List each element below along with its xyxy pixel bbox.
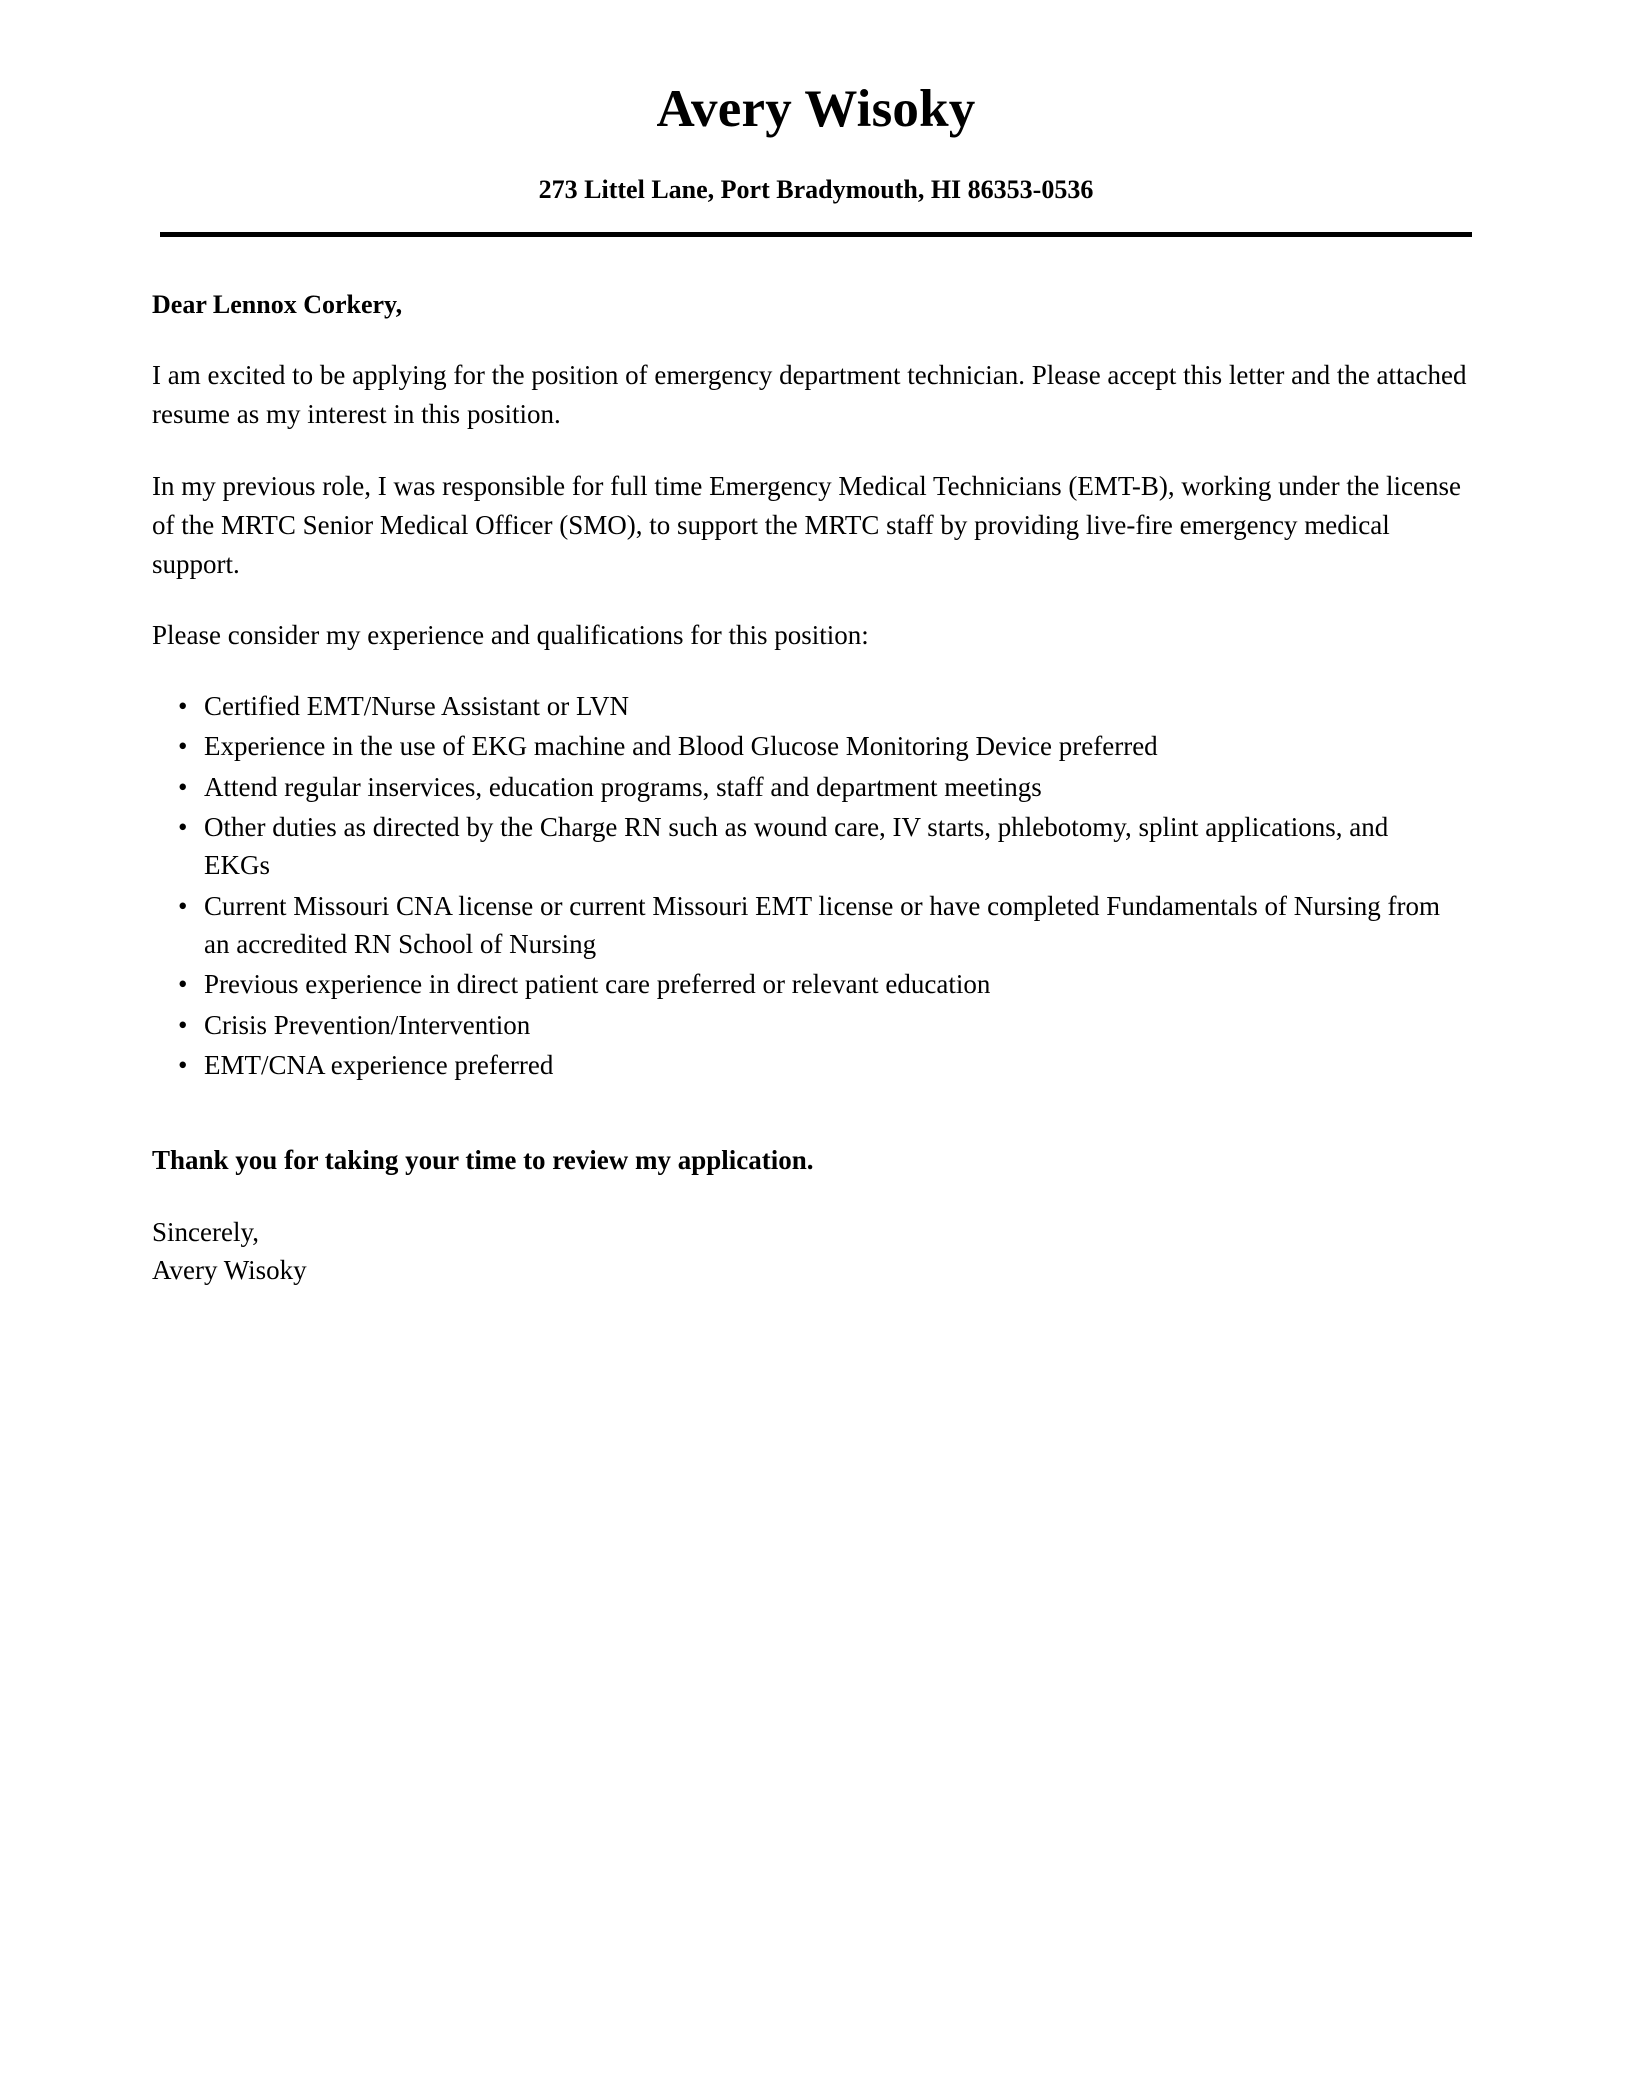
list-item (152, 965, 1470, 1003)
list-item (152, 727, 1470, 765)
sign-off: Sincerely, (152, 1216, 259, 1247)
list-item (152, 768, 1470, 806)
bullet-icon: • (178, 1009, 188, 1040)
list-item-text: Experience in the use of EKG machine and Blood Glucose Monitoring Device preferred (204, 731, 1158, 762)
list-item-text: Attend regular inservices, education programs, staff and department meetings (204, 771, 1042, 802)
list-item (152, 687, 1470, 725)
bullet-icon: • (178, 969, 188, 1000)
list-item-text: Current Missouri CNA license or current Missouri EMT license or have completed Fundamentals of Nursing from an accredited RN School of Nursing (204, 890, 1441, 959)
applicant-name-heading: Avery Wisoky (656, 79, 976, 138)
applicant-address: 273 Littel Lane, Port Bradymouth, HI 86353-0536 (538, 175, 1094, 205)
letter-body (152, 237, 1470, 1290)
letter-header (0, 0, 1632, 237)
paragraph-qualifications-lead-in: Please consider my experience and qualifications for this position: (152, 620, 869, 651)
list-item (152, 808, 1470, 885)
paragraph-experience: In my previous role, I was responsible for full time Emergency Medical Technicians (EMT-B), working under the license of the MRTC Senior Medical Officer (SMO), to support the MRTC staff by providing live-fire emergency medical support. (152, 471, 1462, 580)
list-item-text: Certified EMT/Nurse Assistant or LVN (204, 690, 629, 721)
bullet-icon: • (178, 890, 188, 921)
qualifications-list (152, 687, 1470, 1084)
list-item (152, 887, 1470, 964)
bullet-icon: • (178, 731, 188, 762)
bullet-icon: • (178, 771, 188, 802)
salutation: Dear Lennox Corkery, (152, 289, 403, 319)
list-item-text: Previous experience in direct patient care preferred or relevant education (204, 969, 991, 1000)
list-item (152, 1046, 1470, 1084)
list-item-text: Other duties as directed by the Charge RN such as wound care, IV starts, phlebotomy, splint applications, and EKGs (204, 811, 1389, 881)
bullet-icon: • (178, 1049, 188, 1080)
closing-thanks-line: Thank you for taking your time to review my application. (152, 1145, 814, 1176)
signature-name: Avery Wisoky (152, 1254, 307, 1285)
list-item (152, 1006, 1470, 1044)
bullet-icon: • (178, 811, 188, 842)
list-item-text: EMT/CNA experience preferred (204, 1049, 554, 1080)
paragraph-intro: I am excited to be applying for the position of emergency department technician. Please accept this letter and the attached resume as my interest in this position. (152, 359, 1467, 429)
bullet-icon: • (178, 690, 188, 721)
list-item-text: Crisis Prevention/Intervention (204, 1009, 531, 1040)
